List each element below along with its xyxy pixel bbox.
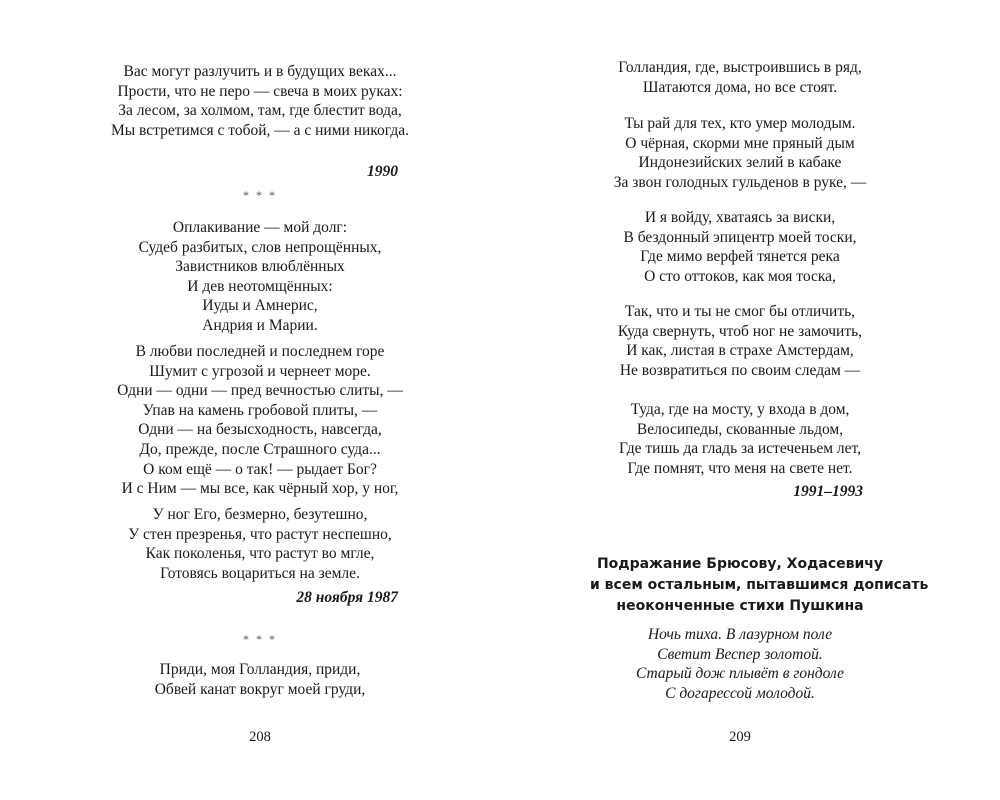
poem-title [590, 554, 929, 617]
date-text: 1990 [367, 163, 398, 180]
stanza [590, 114, 890, 192]
verse-line: Одни — одни — пред вечностью слиты, — [117, 382, 403, 400]
verse-line: Светит Веспер золотой. [657, 645, 823, 663]
title-line: неоконченные стихи Пушкина [616, 598, 864, 614]
stanza [110, 62, 410, 140]
page-number: 208 [249, 729, 271, 745]
poem-date [110, 588, 410, 608]
stanza [590, 400, 890, 478]
asterism: * * * [243, 632, 277, 646]
poem-date [110, 162, 410, 182]
verse-line: Где мимо верфей тянется река [640, 248, 840, 266]
verse-line: Куда свернуть, чтоб ног не замочить, [617, 322, 863, 340]
verse-line: Так, что и ты не смог бы отличить, [624, 303, 856, 320]
verse-line: Шатаются дома, но все стоят. [642, 78, 838, 96]
verse-line: Туда, где на мосту, у входа в дом, [630, 401, 850, 418]
date-text: 28 ноября 1987 [296, 589, 398, 606]
stanza [590, 208, 890, 286]
title-line: и всем остальным, пытавшимся дописать [590, 577, 929, 593]
verse-line: И дев неотомщённых: [187, 277, 333, 295]
verse-line: С догарессой молодой. [665, 684, 815, 702]
verse-line: Иуды и Амнерис, [202, 297, 318, 315]
stanza [110, 505, 410, 583]
verse-line: Не возвратиться по своим следам — [619, 361, 861, 379]
asterism: * * * [243, 188, 277, 202]
verse-line: Шумит с угрозой и чернеет море. [149, 362, 371, 380]
section-divider [110, 186, 410, 206]
verse-line: Ночь тиха. В лазурном поле [647, 626, 833, 643]
poem-date [590, 482, 890, 502]
verse-line: Завистников влюблённых [175, 258, 345, 276]
verse-line: Индонезийских зелий в кабаке [638, 154, 842, 172]
verse-line: У стен презренья, что растут неспешно, [128, 525, 392, 543]
stanza [590, 302, 890, 380]
verse-line: Готовясь воцариться на земле. [160, 564, 360, 582]
verse-line: Вас могут разлучить и в будущих веках... [123, 63, 397, 80]
verse-line: Старый дож плывёт в гондоле [635, 665, 845, 683]
right-page [590, 0, 929, 800]
verse-line: Андрия и Марии. [202, 316, 318, 334]
section-divider [110, 630, 410, 650]
verse-line: Как поколенья, что растут во мгле, [145, 545, 375, 563]
verse-line: И я войду, хватаясь за виски, [644, 209, 836, 226]
verse-line: До, прежде, после Страшного суда... [139, 440, 381, 458]
verse-line: Мы встретимся с тобой, — а с ними никогда. [110, 121, 410, 139]
verse-line: В бездонный эпицентр моей тоски, [623, 228, 857, 246]
title-line: Подражание Брюсову, Ходасевичу [596, 556, 884, 572]
date-text: 1991–1993 [793, 483, 863, 500]
verse-line: Велосипеды, скованные льдом, [636, 420, 844, 438]
stanza [110, 218, 410, 336]
verse-line: За лесом, за холмом, там, где блестит вода, [118, 102, 402, 120]
verse-line: Где помнят, что меня на свете нет. [627, 459, 853, 477]
verse-line: За звон голодных гульденов в руке, — [613, 173, 867, 191]
verse-line: И с Ним — мы все, как чёрный хор, у ног, [121, 480, 399, 498]
verse-line: Оплакивание — мой долг: [172, 219, 348, 236]
stanza [590, 58, 890, 97]
verse-line: Упав на камень гробовой плиты, — [142, 401, 378, 419]
verse-line: Голландия, где, выстроившись в ряд, [618, 59, 862, 76]
verse-line: Одни — на безысходность, навсегда, [138, 421, 382, 439]
verse-line: Ты рай для тех, кто умер молодым. [624, 115, 856, 132]
verse-line: У ног Его, безмерно, безутешно, [152, 506, 368, 523]
verse-line: О сто оттоков, как моя тоска, [644, 267, 836, 285]
verse-line: Прости, что не перо — свеча в моих руках: [117, 82, 403, 100]
verse-line: Приди, моя Голландия, приди, [159, 661, 361, 678]
verse-line: И как, листая в страхе Амстердам, [626, 342, 854, 360]
stanza [590, 625, 890, 703]
stanza [110, 660, 410, 699]
stanza [110, 342, 410, 499]
verse-line: Обвей канат вокруг моей груди, [154, 680, 366, 698]
verse-line: Судеб разбитых, слов непрощённых, [138, 238, 382, 256]
verse-line: О ком ещё — о так! — рыдает Бог? [143, 460, 377, 478]
verse-line: О чёрная, скорми мне пряный дым [625, 134, 855, 152]
left-page [110, 0, 410, 800]
page-number: 209 [729, 729, 751, 745]
verse-line: Где тишь да гладь за истеченьем лет, [618, 440, 862, 458]
verse-line: В любви последней и последнем горе [135, 343, 385, 360]
